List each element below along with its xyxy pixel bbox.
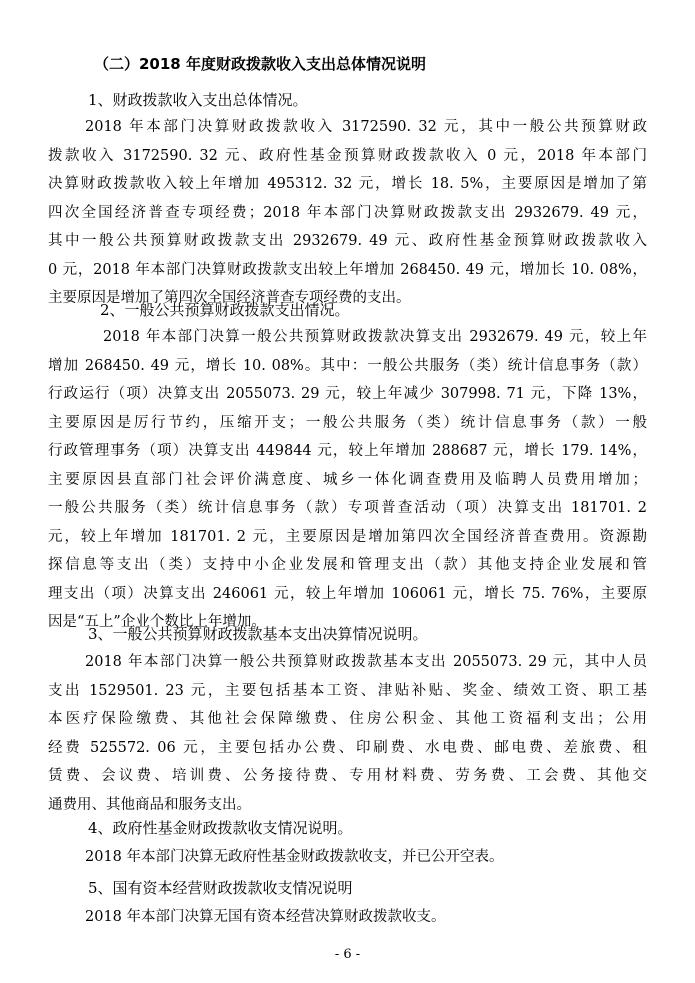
text-line: 增加 268450. 49 元，增长 10. 08%。其中：一般公共服务（类）统计信息事务（款） xyxy=(48,357,647,374)
text-line: 2018 年本部门决算一般公共预算财政拨款基本支出 2055073. 29 元，其中人员 xyxy=(85,654,647,670)
text-line: 主要原因县直部门社会评价满意度、城乡一体化调查费用及临聘人员费用增加； xyxy=(48,471,647,488)
text-line: 0 元，2018 年本部门决算财政拨款支出较上年增加 268450. 49 元，增加长 10. 08%， xyxy=(48,261,647,278)
text-line: 主要原因是增加了第四次全国经济普查专项经费的支出。 xyxy=(48,290,411,306)
text-line: 元，较上年增加 181701. 2 元，主要原因是增加第四次全国经济普查费用。资源勘 xyxy=(48,528,647,545)
heading-1: 1、财政拨款收入支出总体情况。 xyxy=(88,91,308,109)
heading-3: 3、一般公共预算财政拨款基本支出决算情况说明。 xyxy=(88,625,428,643)
text-line: 理支出（项）决算支出 246061 元，较上年增加 106061 元，增长 75. 76%，主要原 xyxy=(48,585,647,602)
text-line: 主要原因是厉行节约，压缩开支；一般公共服务（类）统计信息事务（款）一般 xyxy=(48,414,647,431)
text-line: 因是“五上”企业个数比上年增加。 xyxy=(48,614,266,630)
paragraph-5: 2018 年本部门决算无国有资本经营决算财政拨款收支。 xyxy=(85,909,446,925)
text-line: 赁费、会议费、培训费、公务接待费、专用材料费、劳务费、工会费、其他交 xyxy=(48,768,647,784)
text-line: 2018 年本部门决算财政拨款收入 3172590. 32 元，其中一般公共预算财政 xyxy=(85,119,647,135)
text-line: 2018 年本部门决算一般公共预算财政拨款决算支出 2932679. 49 元，较上年 xyxy=(103,329,647,345)
text-line: 行政运行（项）决算支出 2055073. 29 元，较上年减少 307998. 71 元，下降 13%， xyxy=(48,386,647,402)
heading-5: 5、国有资本经营财政拨款收支情况说明 xyxy=(88,879,353,897)
heading-2: 2、一般公共预算财政拨款支出情况。 xyxy=(100,301,350,319)
section-title: （二）2018 年度财政拨款收入支出总体情况说明 xyxy=(94,55,426,73)
text-line: 四次全国经济普查专项经费；2018 年本部门决算财政拨款支出 2932679. 49 元， xyxy=(48,204,647,221)
text-line: 拨款收入 3172590. 32 元、政府性基金预算财政拨款收入 0 元，2018 年本部门 xyxy=(48,147,647,164)
text-line: 探信息等支出（类）支持中小企业发展和管理支出（款）其他支持企业发展和管 xyxy=(48,557,647,573)
paragraph-3 xyxy=(48,648,647,819)
text-line: 其中一般公共预算财政拨款支出 2932679. 49 元、政府性基金预算财政拨款收入 xyxy=(48,233,647,249)
text-line: 支出 1529501. 23 元，主要包括基本工资、津贴补贴、奖金、绩效工资、职工基 xyxy=(48,682,647,699)
paragraph-2 xyxy=(48,323,647,637)
text-line: 一般公共服务（类）统计信息事务（款）专项普查活动（项）决算支出 181701. 2 xyxy=(48,500,647,516)
heading-4: 4、政府性基金财政拨款收支情况说明。 xyxy=(88,819,353,837)
paragraph-4: 2018 年本部门决算无政府性基金财政拨款收支，并已公开空表。 xyxy=(85,849,504,865)
text-line: 决算财政拨款收入较上年增加 495312. 32 元，增长 18. 5%，主要原因是增加了第 xyxy=(48,176,647,192)
paragraph-1 xyxy=(48,113,647,313)
text-line: 通费用、其他商品和服务支出。 xyxy=(48,796,251,813)
page-number: - 6 - xyxy=(334,947,361,962)
text-line: 本医疗保险缴费、其他社会保障缴费、住房公积金、其他工资福利支出；公用 xyxy=(48,711,647,727)
text-line: 行政管理事务（项）决算支出 449844 元，较上年增加 288687 元，增长 179. 14%， xyxy=(48,443,647,459)
text-line: 经费 525572. 06 元，主要包括办公费、印刷费、水电费、邮电费、差旅费、租 xyxy=(48,739,647,756)
